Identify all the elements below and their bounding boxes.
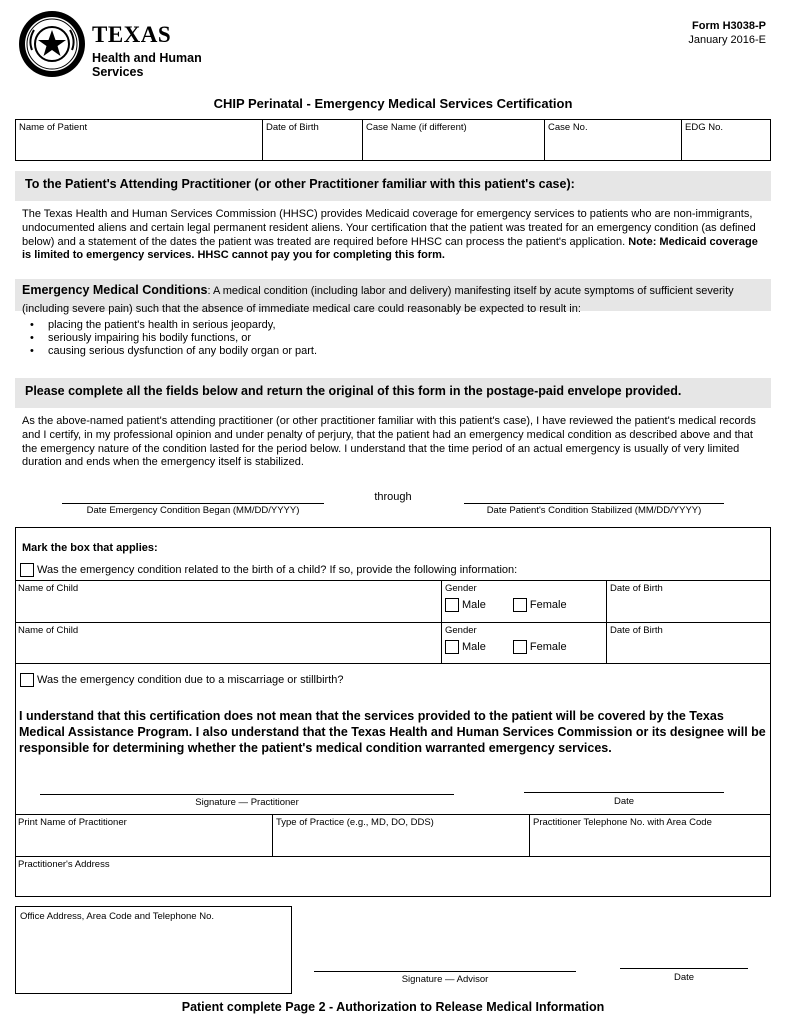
brand-name: TEXAS xyxy=(92,22,172,47)
male-checkbox-1[interactable] xyxy=(445,598,459,612)
date-began-label: Date Emergency Condition Began (MM/DD/YYYY) xyxy=(86,505,300,516)
certification-paragraph: As the above-named patient's attending practitioner (or other practitioner familiar with this patient's case), I have reviewed the patient's medical records and I certify, in my professional opinion and under penalty of perjury, that the patient had an emergency medical condition as described above and that the emergency nature of the condition lasted for the period below. I understand that the time period of an actual emergency is usually of very limited duration and ends when the emergency itself is stabilized. xyxy=(22,415,756,469)
footer-note: Patient complete Page 2 - Authorization to Release Medical Information xyxy=(181,1000,605,1014)
child-dob-label: Date of Birth xyxy=(610,625,663,636)
male-label: Male xyxy=(462,640,486,653)
child-name-label: Name of Child xyxy=(18,583,79,594)
emc-text: : A medical condition (including labor and delivery) manifesting itself by acute symptoms of sufficient severity (including severe pain) such that the absence of immediate medical care could reasonably be expected to result in: xyxy=(22,285,734,315)
section-heading-practitioner: To the Patient's Attending Practitioner (or other Practitioner familiar with this patient's case): xyxy=(15,171,771,201)
office-address-field[interactable] xyxy=(15,906,292,994)
advisor-date-label: Date xyxy=(673,972,695,983)
practitioner-date-label: Date xyxy=(613,796,635,807)
case-no-label: Case No. xyxy=(548,122,588,133)
child-name-field-2[interactable] xyxy=(15,623,442,664)
patient-info-table xyxy=(15,119,771,161)
form-number: Form H3038-P xyxy=(692,20,766,32)
type-practice-label: Type of Practice (e.g., MD, DO, DDS) xyxy=(276,817,434,828)
list-item: • seriously impairing his bodily functions, or xyxy=(22,332,762,345)
practitioner-info-table xyxy=(15,814,771,898)
brand-subtitle: Health and Human Services xyxy=(92,51,202,79)
patient-name-field[interactable] xyxy=(16,120,263,161)
female-checkbox-1[interactable] xyxy=(513,598,527,612)
male-label: Male xyxy=(462,598,486,611)
birth-checkbox[interactable] xyxy=(20,563,34,577)
texas-seal-logo xyxy=(18,10,86,78)
child-gender-field-1 xyxy=(442,581,607,623)
patient-name-label: Name of Patient xyxy=(19,122,88,133)
patient-dob-field[interactable] xyxy=(263,120,363,161)
female-label: Female xyxy=(529,598,567,611)
advisor-signature-label: Signature — Advisor xyxy=(401,974,489,985)
date-stabilized-label: Date Patient's Condition Stabilized (MM/DD/YYYY) xyxy=(486,505,702,516)
male-checkbox-2[interactable] xyxy=(445,640,459,654)
child-info-table xyxy=(15,580,771,664)
office-address-label: Office Address, Area Code and Telephone No. xyxy=(20,911,215,922)
note-label: Note: xyxy=(628,235,657,248)
practitioner-date-line[interactable] xyxy=(524,792,724,793)
birth-question-row xyxy=(20,563,517,577)
edg-no-field[interactable] xyxy=(682,120,771,161)
miscarriage-question-text: Was the emergency condition due to a miscarriage or stillbirth? xyxy=(37,673,344,686)
child-dob-field-2[interactable] xyxy=(607,623,772,664)
print-name-label: Print Name of Practitioner xyxy=(18,817,127,828)
miscarriage-question-row xyxy=(20,673,344,687)
date-stabilized-line[interactable] xyxy=(464,503,724,504)
date-began-line[interactable] xyxy=(62,503,324,504)
note-text: Medicaid coverage is limited to emergency services. HHSC cannot pay you for completing this form. xyxy=(22,235,758,262)
practitioner-phone-field[interactable] xyxy=(530,815,772,857)
through-label: through xyxy=(374,491,412,503)
practitioner-address-field[interactable] xyxy=(15,857,771,898)
female-label: Female xyxy=(529,640,567,653)
advisor-date-line[interactable] xyxy=(620,968,748,969)
case-no-field[interactable] xyxy=(545,120,682,161)
patient-dob-label: Date of Birth xyxy=(266,122,319,133)
emc-label: Emergency Medical Conditions xyxy=(22,283,208,297)
female-checkbox-2[interactable] xyxy=(513,640,527,654)
understanding-statement: I understand that this certification does not mean that the services provided to the patient will be covered by the Texas Medical Assistance Program. I also understand that the Texas Health and Human Services Commission or its designee will be responsible for determining whether the patient's medical condition warranted emergency services. xyxy=(19,709,766,755)
mark-box-label: Mark the box that applies: xyxy=(22,542,158,554)
intro-text: The Texas Health and Human Services Commission (HHSC) provides Medicaid coverage for emergency services to patients who are non-immigrants, undocumented aliens and certain legal permanent resident aliens. Your certification that the patient was treated for an emergency condition (as defined below) and a statement of the dates the patient was treated are required before HHSC can process the patient's application. xyxy=(22,208,756,248)
gender-label: Gender xyxy=(445,583,477,594)
practitioner-signature-label: Signature — Practitioner xyxy=(195,797,299,808)
gender-label: Gender xyxy=(445,625,477,636)
emc-bullet-list xyxy=(22,319,762,359)
practitioner-phone-label: Practitioner Telephone No. with Area Code xyxy=(533,817,712,828)
advisor-signature-line[interactable] xyxy=(314,971,576,972)
child-dob-label: Date of Birth xyxy=(610,583,663,594)
print-name-field[interactable] xyxy=(15,815,273,857)
list-item: • causing serious dysfunction of any bodily organ or part. xyxy=(22,345,762,358)
case-name-label: Case Name (if different) xyxy=(366,122,467,133)
edg-no-label: EDG No. xyxy=(685,122,724,133)
child-gender-field-2 xyxy=(442,623,607,664)
emergency-conditions-definition xyxy=(15,279,771,315)
section-heading-instructions: Please complete all the fields below and return the original of this form in the postage-paid envelope provided. xyxy=(15,378,771,408)
child-name-field-1[interactable] xyxy=(15,581,442,623)
miscarriage-checkbox[interactable] xyxy=(20,673,34,687)
form-date: January 2016-E xyxy=(688,34,766,46)
case-name-field[interactable] xyxy=(363,120,545,161)
intro-paragraph xyxy=(22,208,770,263)
practitioner-signature-line[interactable] xyxy=(40,794,454,795)
practitioner-address-label: Practitioner's Address xyxy=(18,859,110,870)
page-title: CHIP Perinatal - Emergency Medical Services Certification xyxy=(213,96,573,111)
child-name-label: Name of Child xyxy=(18,625,79,636)
type-practice-field[interactable] xyxy=(273,815,530,857)
list-item: • placing the patient's health in serious jeopardy, xyxy=(22,319,762,332)
birth-question-text: Was the emergency condition related to the birth of a child? If so, provide the following information: xyxy=(37,563,518,576)
child-dob-field-1[interactable] xyxy=(607,581,772,623)
